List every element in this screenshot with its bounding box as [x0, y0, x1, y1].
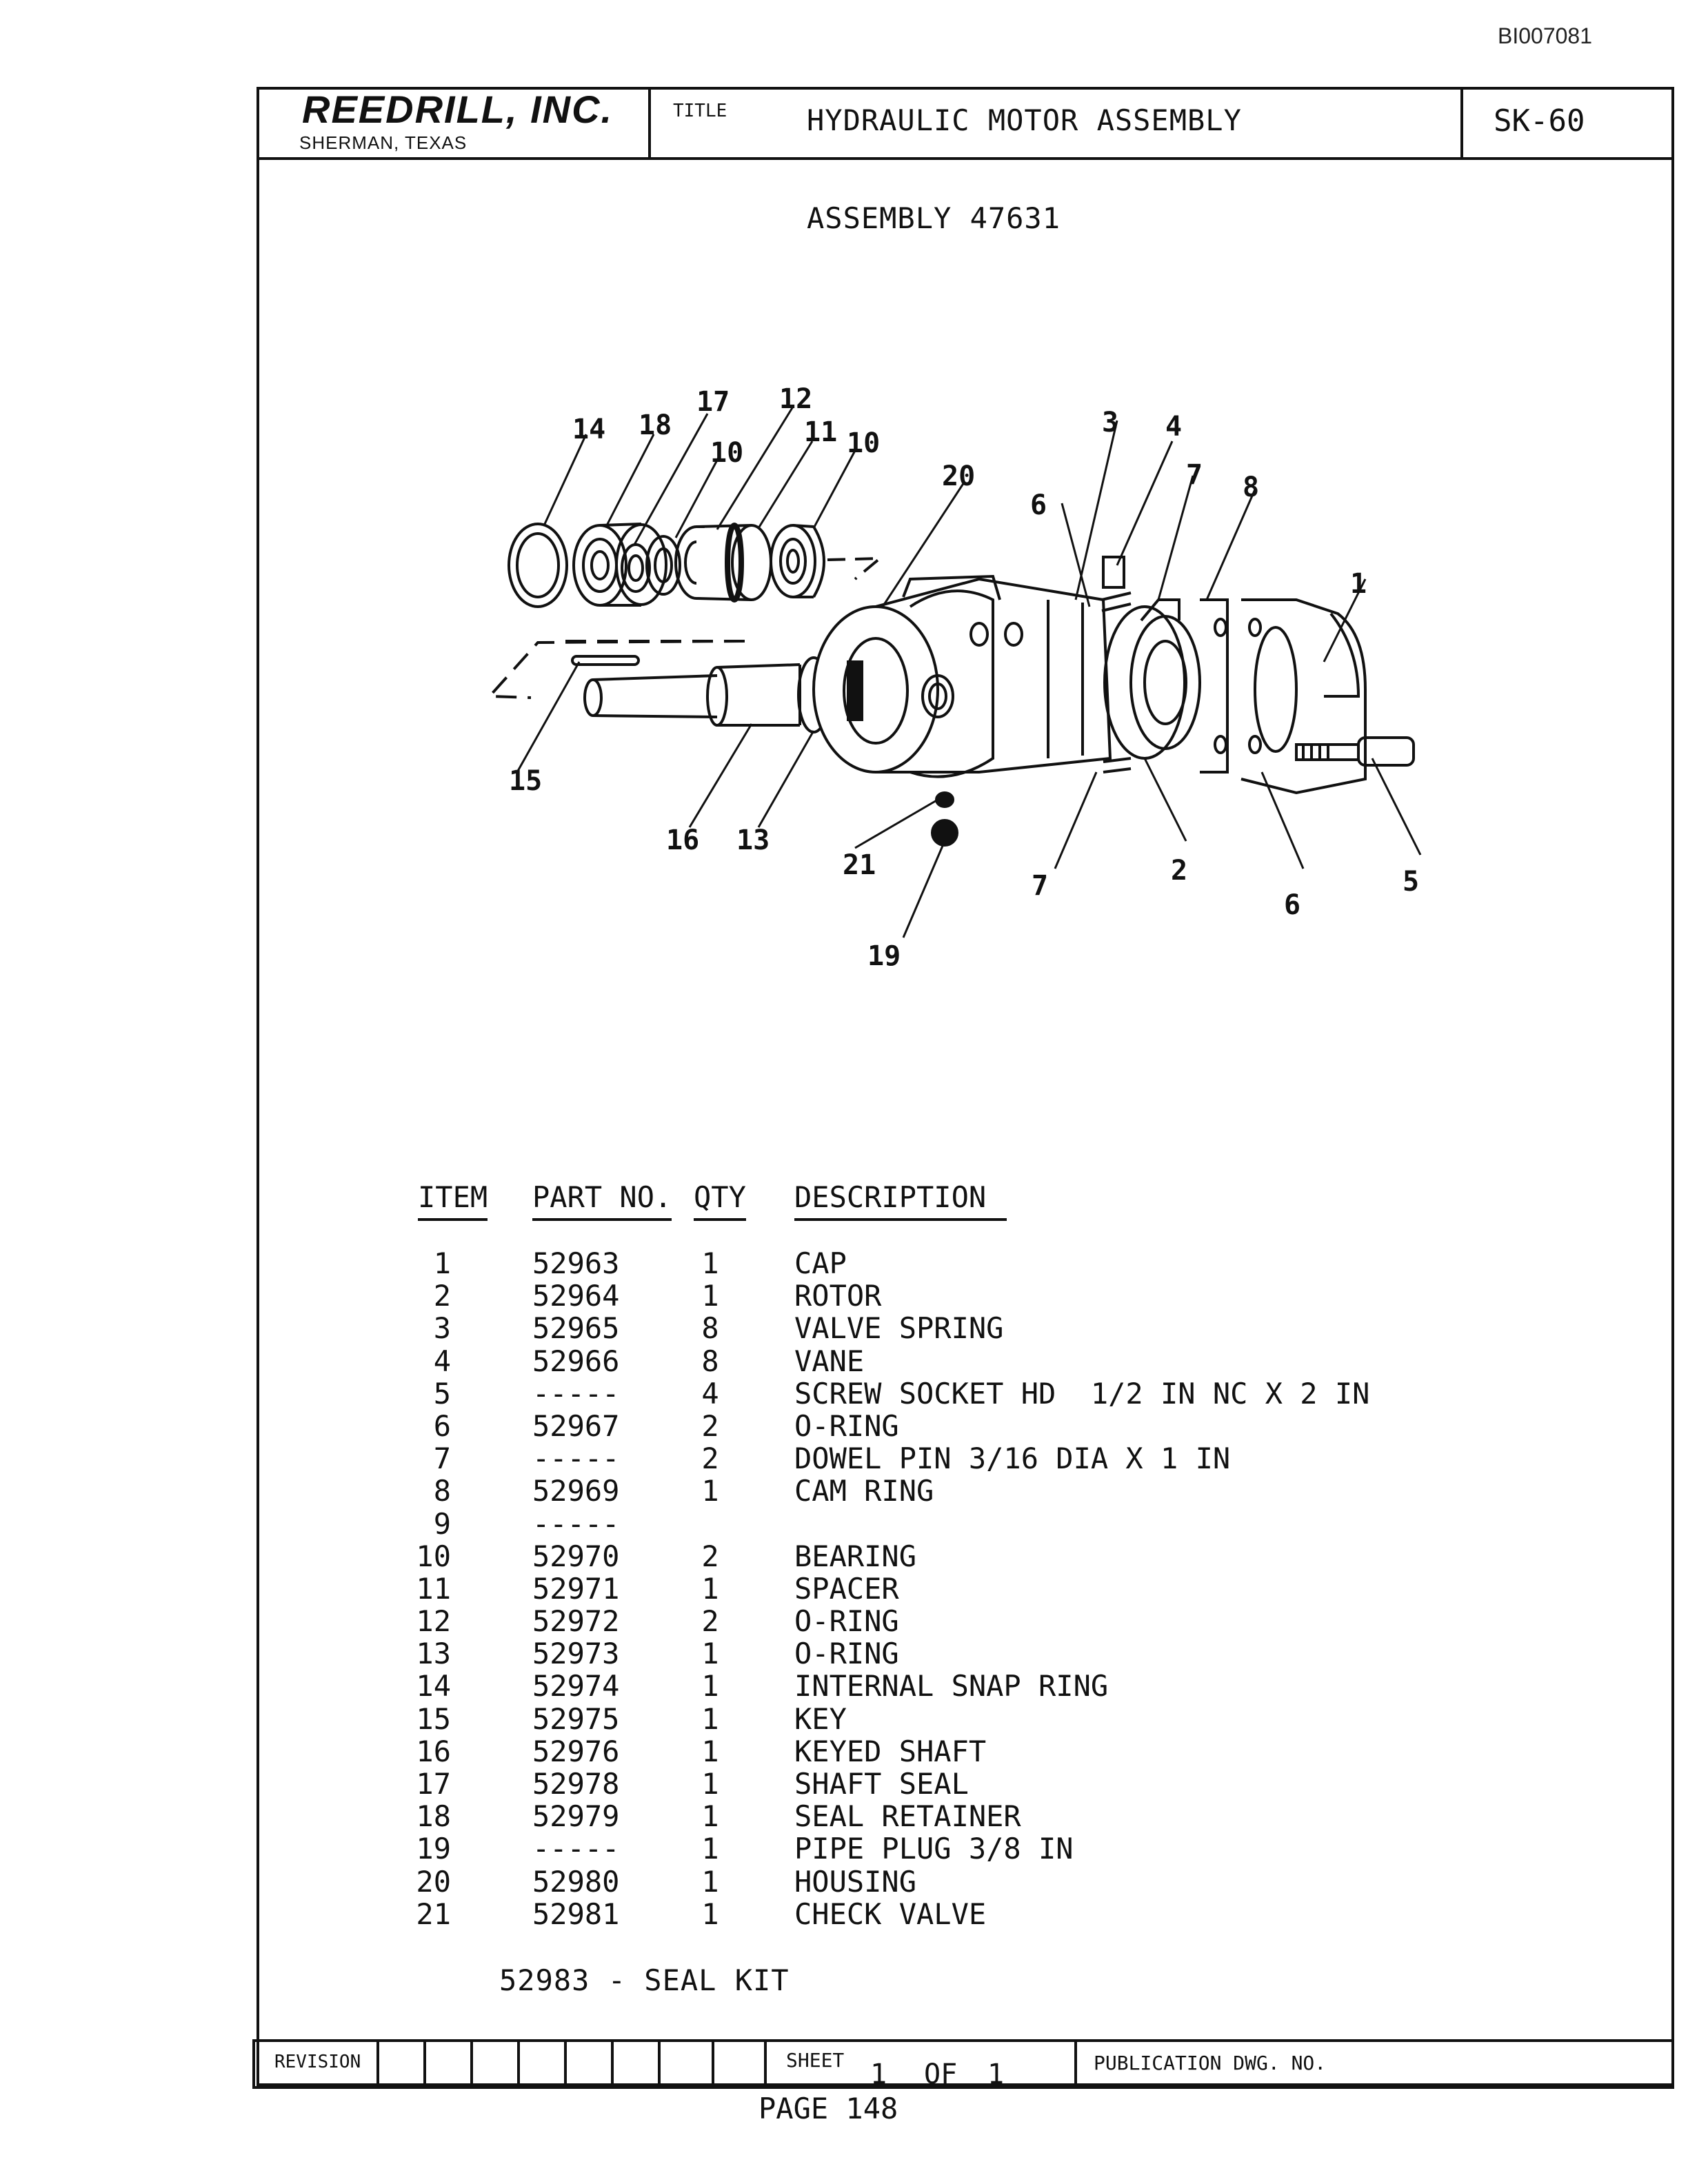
callout-number: 14 [572, 414, 606, 445]
callout-number: 2 [1171, 855, 1188, 887]
description: CAP [794, 1246, 847, 1280]
description: O-RING [794, 1637, 899, 1671]
item-number: 13 [416, 1637, 451, 1671]
item-number: 12 [416, 1604, 451, 1639]
table-row [414, 1409, 1517, 1442]
item-number: 14 [416, 1669, 451, 1703]
sheet-code: SK-60 [1494, 103, 1585, 139]
revision-cell-divider [611, 2041, 614, 2087]
title-block-divider [1460, 87, 1463, 160]
callout-number: 6 [1284, 889, 1301, 921]
table-header-qty: QTY [694, 1180, 746, 1221]
part-number: 52966 [532, 1344, 620, 1378]
callout-number: 17 [696, 386, 730, 418]
quantity: 1 [701, 1832, 719, 1866]
part-number: 52981 [532, 1897, 620, 1931]
part-number: 52963 [532, 1246, 620, 1280]
description: VALVE SPRING [794, 1311, 1004, 1346]
part-number: ----- [532, 1442, 620, 1476]
part-number: 52978 [532, 1767, 620, 1801]
quantity: 1 [701, 1734, 719, 1768]
item-number: 20 [416, 1864, 451, 1899]
sheet-cell-divider [1074, 2041, 1077, 2087]
quantity: 1 [701, 1864, 719, 1899]
table-row [414, 1799, 1517, 1832]
parts-list [414, 1246, 1517, 1930]
title-block-divider [648, 87, 651, 160]
callout-number: 18 [639, 410, 672, 441]
part-key [572, 656, 639, 665]
callout-number: 12 [779, 383, 813, 415]
drawing-title: HYDRAULIC MOTOR ASSEMBLY [807, 103, 1242, 137]
description: SEAL RETAINER [794, 1799, 1021, 1834]
callout-number: 1 [1350, 568, 1367, 600]
table-row [414, 1311, 1517, 1344]
item-number: 6 [433, 1408, 451, 1443]
part-number: 52980 [532, 1864, 620, 1899]
table-row [414, 1572, 1517, 1604]
table-row [414, 1767, 1517, 1799]
callout-number: 8 [1243, 472, 1260, 503]
part-number: 52971 [532, 1571, 620, 1606]
description: O-RING [794, 1408, 899, 1443]
callout-number: 19 [867, 940, 901, 972]
table-row [414, 1377, 1517, 1409]
part-seal-retainer [574, 525, 626, 605]
quantity: 1 [701, 1571, 719, 1606]
quantity: 1 [701, 1246, 719, 1280]
table-row [414, 1442, 1517, 1474]
company-location: SHERMAN, TEXAS [299, 132, 468, 153]
title-label: TITLE [673, 101, 727, 121]
callout-number: 6 [1030, 489, 1047, 521]
table-row [414, 1637, 1517, 1669]
item-number: 4 [433, 1344, 451, 1378]
part-number: 52972 [532, 1604, 620, 1639]
quantity: 2 [701, 1539, 719, 1573]
page-number: PAGE 148 [758, 2092, 898, 2125]
part-housing [814, 576, 1110, 777]
table-row [414, 1897, 1517, 1930]
quantity: 2 [701, 1442, 719, 1476]
callout-number: 15 [509, 765, 543, 797]
item-number: 19 [416, 1832, 451, 1866]
item-number: 17 [416, 1767, 451, 1801]
sheet-total: 1 [987, 2059, 1005, 2090]
callout-number: 11 [804, 416, 838, 448]
callout-number: 20 [942, 461, 976, 492]
table-row [414, 1735, 1517, 1767]
sheet-number: 1 [870, 2059, 887, 2090]
revision-cell-divider [470, 2041, 473, 2087]
company-name: REEDRILL, INC. [302, 88, 614, 131]
callout-number: 7 [1032, 870, 1049, 902]
revision-cell-divider [764, 2041, 767, 2087]
part-number: 52974 [532, 1669, 620, 1703]
quantity: 1 [701, 1279, 719, 1313]
description: VANE [794, 1344, 865, 1378]
table-row [414, 1865, 1517, 1897]
part-number: ----- [532, 1506, 620, 1541]
revision-cell-divider [517, 2041, 520, 2087]
part-rotor [1102, 557, 1200, 772]
item-number: 10 [416, 1539, 451, 1573]
item-number: 2 [433, 1279, 451, 1313]
quantity: 2 [701, 1604, 719, 1639]
part-number: 52965 [532, 1311, 620, 1346]
part-socket-screw [1296, 738, 1414, 765]
part-number: ----- [532, 1376, 620, 1410]
quantity: 1 [701, 1701, 719, 1736]
table-header-description: DESCRIPTION [794, 1180, 1007, 1221]
item-number: 18 [416, 1799, 451, 1834]
callout-number: 16 [666, 825, 700, 856]
part-number: 52964 [532, 1279, 620, 1313]
item-number: 8 [433, 1474, 451, 1508]
seal-kit-note: 52983 - SEAL KIT [499, 1963, 790, 1997]
table-row [414, 1344, 1517, 1377]
part-number: 52979 [532, 1799, 620, 1834]
sheet-of: OF [924, 2059, 958, 2090]
description: KEYED SHAFT [794, 1734, 987, 1768]
description: SCREW SOCKET HD 1/2 IN NC X 2 IN [794, 1376, 1370, 1410]
part-check-valve [936, 793, 953, 807]
quantity: 8 [701, 1311, 719, 1346]
part-number: 52976 [532, 1734, 620, 1768]
part-keyed-shaft [585, 665, 800, 725]
description: PIPE PLUG 3/8 IN [794, 1832, 1074, 1866]
description: HOUSING [794, 1864, 917, 1899]
table-header-part-no: PART NO. [532, 1180, 672, 1221]
part-number: 52970 [532, 1539, 620, 1573]
description: O-RING [794, 1604, 899, 1639]
part-bearing [771, 525, 815, 597]
item-number: 15 [416, 1701, 451, 1736]
table-row [414, 1539, 1517, 1572]
item-number: 11 [416, 1571, 451, 1606]
description: DOWEL PIN 3/16 DIA X 1 IN [794, 1442, 1231, 1476]
quantity: 1 [701, 1474, 719, 1508]
publication-drawing-number-label: PUBLICATION DWG. NO. [1094, 2052, 1327, 2074]
document-id: BI007081 [1498, 23, 1593, 48]
revision-cell-divider [376, 2041, 379, 2087]
description: SPACER [794, 1571, 899, 1606]
part-number: 52975 [532, 1701, 620, 1736]
description: ROTOR [794, 1279, 882, 1313]
item-number: 5 [433, 1376, 451, 1410]
table-row [414, 1507, 1517, 1539]
assembly-number: ASSEMBLY 47631 [807, 201, 1061, 235]
quantity: 1 [701, 1897, 719, 1931]
item-number: 9 [433, 1506, 451, 1541]
callout-number: 10 [710, 437, 744, 469]
part-number: 52969 [532, 1474, 620, 1508]
table-row [414, 1832, 1517, 1864]
part-cap [1241, 600, 1365, 793]
revision-cell-divider [564, 2041, 567, 2087]
revision-strip [252, 2039, 1674, 2089]
quantity: 1 [701, 1799, 719, 1834]
table-row [414, 1279, 1517, 1311]
callout-number: 5 [1403, 866, 1420, 898]
quantity: 1 [701, 1637, 719, 1671]
item-number: 21 [416, 1897, 451, 1931]
sheet-label: SHEET [786, 2049, 845, 2072]
quantity: 2 [701, 1408, 719, 1443]
part-number: 52967 [532, 1408, 620, 1443]
revision-cell-divider [712, 2041, 714, 2087]
table-row [414, 1474, 1517, 1506]
table-row [414, 1604, 1517, 1637]
table-header-item: ITEM [418, 1180, 488, 1221]
part-number: 52973 [532, 1637, 620, 1671]
callout-number: 4 [1165, 411, 1183, 443]
item-number: 16 [416, 1734, 451, 1768]
table-row [414, 1702, 1517, 1735]
quantity: 4 [701, 1376, 719, 1410]
revision-cell-divider [658, 2041, 661, 2087]
callout-number: 13 [736, 825, 770, 856]
item-number: 3 [433, 1311, 451, 1346]
callout-number: 21 [843, 849, 876, 881]
part-number: ----- [532, 1832, 620, 1866]
table-row [414, 1669, 1517, 1701]
table-row [414, 1246, 1517, 1279]
part-cam-ring [1200, 600, 1227, 772]
callout-number: 10 [847, 427, 881, 459]
item-number: 7 [433, 1442, 451, 1476]
revision-label: REVISION [274, 2052, 361, 2072]
description: KEY [794, 1701, 847, 1736]
callout-number: 3 [1102, 407, 1119, 438]
description: BEARING [794, 1539, 917, 1573]
description: INTERNAL SNAP RING [794, 1669, 1109, 1703]
quantity: 1 [701, 1767, 719, 1801]
description: CHECK VALVE [794, 1897, 987, 1931]
quantity: 1 [701, 1669, 719, 1703]
quantity: 8 [701, 1344, 719, 1378]
revision-cell-divider [423, 2041, 426, 2087]
description: CAM RING [794, 1474, 934, 1508]
callout-number: 7 [1186, 459, 1203, 491]
description: SHAFT SEAL [794, 1767, 969, 1801]
item-number: 1 [433, 1246, 451, 1280]
